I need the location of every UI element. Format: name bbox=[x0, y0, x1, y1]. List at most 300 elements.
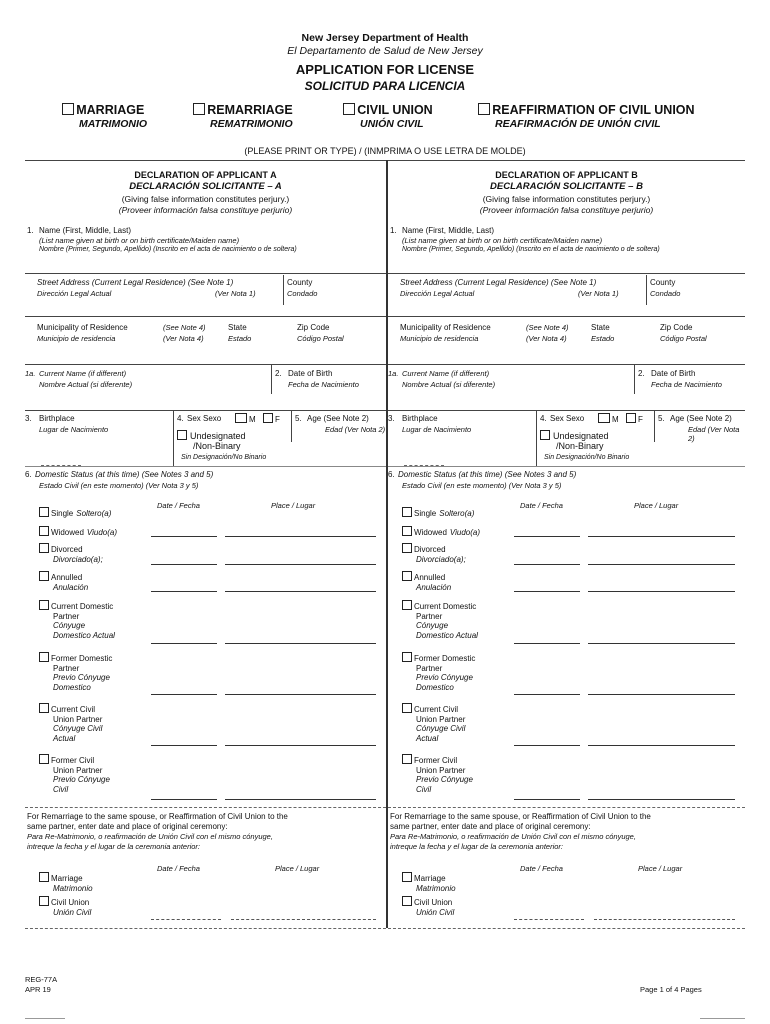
age-label-spanish: Edad (Ver Nota 2) bbox=[325, 425, 386, 434]
status-date-input[interactable] bbox=[151, 632, 217, 644]
form-title-spanish: SOLICITUD PARA LICENCIA bbox=[304, 79, 466, 93]
status-label: Widowed bbox=[51, 528, 84, 537]
status-option[interactable] bbox=[39, 526, 149, 538]
status-label-spanish: Previo Cónyuge bbox=[53, 775, 110, 785]
perjury-warning-spanish: (Proveer información falsa constituye perjurio) bbox=[118, 205, 293, 215]
divider bbox=[388, 273, 745, 274]
status-checkbox[interactable] bbox=[402, 507, 412, 517]
sex-female-option[interactable] bbox=[626, 413, 643, 425]
state-label-spanish: Estado bbox=[591, 334, 615, 343]
nonbinary-label: /Non-Binary bbox=[556, 441, 604, 451]
sex-female-label: F bbox=[638, 415, 643, 424]
status-checkbox[interactable] bbox=[39, 600, 49, 610]
status-option[interactable] bbox=[39, 652, 149, 692]
sex-undesignated-checkbox[interactable] bbox=[177, 430, 187, 440]
status-place-input[interactable] bbox=[225, 734, 376, 746]
domestic-status-label-spanish: Estado Civil (en este momento) (Ver Nota 3 y 5) bbox=[39, 481, 199, 490]
status-label-spanish: Cónyuge Civil bbox=[416, 724, 466, 734]
original-civil-union-checkbox[interactable] bbox=[39, 896, 49, 906]
street-input[interactable] bbox=[400, 300, 640, 314]
status-label: Partner bbox=[416, 611, 443, 621]
divider bbox=[25, 466, 386, 467]
status-option[interactable] bbox=[39, 600, 149, 640]
status-date-input[interactable] bbox=[514, 683, 580, 695]
status-checkbox[interactable] bbox=[402, 571, 412, 581]
status-place-input[interactable] bbox=[588, 788, 735, 800]
divider bbox=[25, 928, 386, 929]
status-place-input[interactable] bbox=[588, 553, 735, 565]
divider bbox=[536, 410, 537, 466]
sex-label: Sex Sexo bbox=[550, 414, 585, 423]
original-marriage-label: Marriage bbox=[414, 874, 446, 883]
footer-rule-left bbox=[25, 1018, 65, 1019]
status-checkbox[interactable] bbox=[39, 571, 49, 581]
status-label-spanish: Cónyuge bbox=[53, 621, 86, 631]
print-instruction: (PLEASE PRINT OR TYPE) / (INMPRIMA O USE LETRA DE MOLDE) bbox=[244, 146, 526, 156]
municipality-note-spanish: (Ver Nota 4) bbox=[163, 334, 204, 343]
applicant-title-spanish: DECLARACIÓN SOLICITANTE – A bbox=[129, 181, 282, 192]
status-option[interactable] bbox=[39, 703, 149, 743]
zip-label: Zip Code bbox=[660, 323, 693, 332]
status-option-row bbox=[402, 600, 512, 612]
original-civil-union-label-spanish: Unión Civil bbox=[416, 907, 455, 917]
zip-label-spanish: Código Postal bbox=[660, 334, 707, 343]
county-label: County bbox=[650, 278, 676, 287]
divider bbox=[646, 275, 647, 305]
divider bbox=[173, 410, 174, 466]
original-marriage-row bbox=[402, 872, 456, 884]
status-date-input[interactable] bbox=[514, 734, 580, 746]
remarriage-instruction-spanish: Para Re-Matrimonio, o reafirmación de Unión Civil con el mismo cónyuge, bbox=[27, 832, 273, 841]
status-date-input[interactable] bbox=[514, 580, 580, 592]
sex-male-option[interactable] bbox=[235, 413, 256, 425]
status-label: Former Civil bbox=[414, 756, 458, 765]
street-input[interactable] bbox=[37, 300, 277, 314]
municipality-label: Municipality of Residence bbox=[37, 323, 128, 332]
status-place-input[interactable] bbox=[588, 734, 735, 746]
remarriage-instruction-spanish-2: intreque la fecha y el lugar de la ceremonia anterior: bbox=[390, 842, 564, 851]
status-label: Union Partner bbox=[416, 714, 466, 724]
marriage-label-spanish: MATRIMONIO bbox=[79, 118, 148, 130]
status-label-spanish: Domestico bbox=[416, 682, 454, 692]
current-name-number: 1a. bbox=[388, 369, 399, 378]
remarriage-label: REMARRIAGE bbox=[207, 103, 293, 117]
remarriage-instruction: For Remarriage to the same spouse, or Reaffirmation of Civil Union to the bbox=[390, 812, 651, 821]
state-label: State bbox=[591, 323, 610, 332]
remarriage-place-header: Place / Lugar bbox=[275, 864, 320, 873]
status-place-input[interactable] bbox=[588, 683, 735, 695]
status-label: Divorced bbox=[414, 545, 446, 554]
status-option[interactable] bbox=[402, 703, 512, 743]
status-label: Partner bbox=[53, 663, 80, 673]
status-place-input[interactable] bbox=[588, 632, 735, 644]
status-place-input[interactable] bbox=[225, 580, 376, 592]
date-column-header: Date / Fecha bbox=[157, 501, 200, 510]
applicant-title: DECLARATION OF APPLICANT A bbox=[134, 170, 277, 180]
status-label: Former Domestic bbox=[414, 654, 476, 663]
divider bbox=[25, 364, 386, 365]
name-note: (List name given at birth or on birth certificate/Maiden name) bbox=[39, 236, 240, 245]
status-checkbox[interactable] bbox=[402, 703, 412, 713]
status-date-input[interactable] bbox=[514, 525, 580, 537]
status-checkbox[interactable] bbox=[39, 754, 49, 764]
status-label-spanish: Domestico Actual bbox=[416, 630, 478, 640]
status-place-input[interactable] bbox=[225, 525, 376, 537]
license-type-marriage[interactable] bbox=[62, 103, 147, 131]
status-label: Single bbox=[414, 509, 437, 518]
divider bbox=[654, 410, 655, 442]
county-input[interactable] bbox=[650, 300, 739, 314]
name-label: Name (First, Middle, Last) bbox=[402, 226, 495, 235]
status-option[interactable] bbox=[39, 754, 149, 794]
status-label: Partner bbox=[416, 663, 443, 673]
sex-label: Sex Sexo bbox=[187, 414, 222, 423]
divider bbox=[25, 316, 386, 317]
state-label-spanish: Estado bbox=[228, 334, 252, 343]
original-ceremony-date-input[interactable] bbox=[514, 908, 584, 920]
status-checkbox[interactable] bbox=[402, 652, 412, 662]
remarriage-place-header: Place / Lugar bbox=[638, 864, 683, 873]
status-option[interactable] bbox=[402, 600, 512, 640]
undesignated-label: Undesignated bbox=[553, 431, 609, 441]
original-ceremony-date-input[interactable] bbox=[151, 908, 221, 920]
status-date-input[interactable] bbox=[514, 788, 580, 800]
reaffirmation-label: REAFFIRMATION OF CIVIL UNION bbox=[492, 103, 695, 117]
domestic-status-label: Domestic Status (at this time) (See Notes 3 and 5) bbox=[398, 470, 577, 479]
status-checkbox[interactable] bbox=[39, 526, 49, 536]
status-date-input[interactable] bbox=[151, 553, 217, 565]
status-label: Divorced bbox=[51, 545, 83, 554]
sex-male-checkbox[interactable] bbox=[235, 413, 247, 423]
current-name-label-spanish: Nombre Actual (si diferente) bbox=[39, 380, 133, 389]
status-checkbox[interactable] bbox=[39, 543, 49, 553]
status-label: Widowed bbox=[414, 528, 447, 537]
status-label: Union Partner bbox=[416, 765, 466, 775]
age-label-spanish: Edad (Ver Nota 2) bbox=[688, 425, 740, 443]
status-checkbox[interactable] bbox=[402, 526, 412, 536]
birthplace-number: 3. bbox=[25, 414, 32, 423]
status-option-row bbox=[402, 543, 512, 555]
applicant-title-spanish: DECLARACIÓN SOLICITANTE – B bbox=[490, 181, 643, 192]
status-checkbox[interactable] bbox=[39, 507, 49, 517]
sex-number: 4. bbox=[540, 414, 547, 423]
status-option-row bbox=[39, 754, 149, 766]
place-column-header: Place / Lugar bbox=[271, 501, 316, 510]
status-date-input[interactable] bbox=[514, 553, 580, 565]
original-civil-union-checkbox[interactable] bbox=[402, 896, 412, 906]
status-option[interactable] bbox=[402, 543, 512, 564]
birthplace-label-spanish: Lugar de Nacimiento bbox=[39, 425, 109, 434]
divider bbox=[291, 410, 292, 442]
street-note-spanish: (Ver Nota 1) bbox=[578, 289, 619, 298]
status-label-spanish: Anulación bbox=[53, 582, 89, 592]
dob-number: 2. bbox=[275, 369, 282, 378]
domestic-status-label: Domestic Status (at this time) (See Notes 3 and 5) bbox=[35, 470, 214, 479]
applicant-title: DECLARATION OF APPLICANT B bbox=[495, 170, 638, 180]
status-label-spanish: Domestico Actual bbox=[53, 630, 115, 640]
perjury-warning: (Giving false information constitutes perjury.) bbox=[482, 194, 651, 204]
status-label-spanish: Previo Cónyuge bbox=[53, 673, 110, 683]
county-label-spanish: Condado bbox=[287, 289, 318, 298]
status-place-input[interactable] bbox=[588, 580, 735, 592]
status-place-input[interactable] bbox=[588, 525, 735, 537]
status-option-row bbox=[402, 507, 512, 519]
footer-rule-right bbox=[700, 1018, 745, 1019]
status-option-row bbox=[39, 571, 149, 583]
original-civil-union-option[interactable] bbox=[39, 896, 91, 917]
date-column-header: Date / Fecha bbox=[520, 501, 563, 510]
status-option-row bbox=[402, 526, 512, 538]
status-label-spanish: Viudo(a) bbox=[449, 528, 480, 537]
dob-label: Date of Birth bbox=[651, 369, 696, 378]
divider bbox=[25, 410, 386, 411]
status-date-input[interactable] bbox=[514, 632, 580, 644]
sex-female-label: F bbox=[275, 415, 280, 424]
original-marriage-row bbox=[39, 872, 93, 884]
department-name: New Jersey Department of Health bbox=[301, 32, 469, 44]
sex-male-option[interactable] bbox=[598, 413, 619, 425]
form-id: REG-77A bbox=[25, 975, 58, 984]
municipality-note: (See Note 4) bbox=[526, 323, 569, 332]
form-date: APR 19 bbox=[25, 985, 51, 994]
original-civil-union-row bbox=[39, 896, 91, 908]
reaffirmation-checkbox[interactable] bbox=[478, 103, 490, 115]
divider bbox=[388, 928, 745, 929]
perjury-warning: (Giving false information constitutes perjury.) bbox=[121, 194, 290, 204]
municipality-label-spanish: Municipio de residencia bbox=[400, 334, 479, 343]
nonbinary-label: /Non-Binary bbox=[193, 441, 241, 451]
status-place-input[interactable] bbox=[225, 683, 376, 695]
divider bbox=[388, 466, 745, 467]
remarriage-instruction-spanish: Para Re-Matrimonio, o reafirmación de Unión Civil con el mismo cónyuge, bbox=[390, 832, 636, 841]
name-number: 1. bbox=[27, 226, 34, 235]
original-marriage-checkbox[interactable] bbox=[39, 872, 49, 882]
municipality-label: Municipality of Residence bbox=[400, 323, 491, 332]
divider bbox=[25, 273, 386, 274]
status-checkbox[interactable] bbox=[402, 754, 412, 764]
original-civil-union-label: Civil Union bbox=[414, 898, 453, 907]
status-label: Annulled bbox=[414, 573, 446, 582]
status-label-spanish: Soltero(a) bbox=[439, 509, 475, 518]
place-column-header: Place / Lugar bbox=[634, 501, 679, 510]
civil-union-label-spanish: UNIÓN CIVIL bbox=[360, 118, 424, 130]
status-option-row bbox=[39, 652, 149, 664]
original-civil-union-option[interactable] bbox=[402, 896, 454, 917]
remarriage-instruction-2: same partner, enter date and place of original ceremony: bbox=[27, 822, 228, 831]
municipality-note: (See Note 4) bbox=[163, 323, 206, 332]
name-note: (List name given at birth or on birth certificate/Maiden name) bbox=[402, 236, 603, 245]
status-label-spanish: Domestico bbox=[53, 682, 91, 692]
age-number: 5. bbox=[658, 414, 665, 423]
status-option[interactable] bbox=[39, 507, 149, 519]
birthplace-label: Birthplace bbox=[39, 414, 75, 423]
sex-male-label: M bbox=[249, 415, 256, 424]
status-checkbox[interactable] bbox=[39, 703, 49, 713]
status-option[interactable] bbox=[402, 754, 512, 794]
age-label: Age (See Note 2) bbox=[670, 414, 732, 423]
sex-female-checkbox[interactable] bbox=[626, 413, 636, 423]
perjury-warning-spanish: (Proveer información falsa constituye perjurio) bbox=[479, 205, 654, 215]
status-label: Current Domestic bbox=[414, 602, 477, 611]
original-ceremony-place-input[interactable] bbox=[231, 908, 376, 920]
divider bbox=[388, 807, 745, 808]
original-marriage-label-spanish: Matrimonio bbox=[53, 883, 93, 893]
marriage-checkbox[interactable] bbox=[62, 103, 74, 115]
name-note-spanish: Nombre (Primer, Segundo, Apellido) (Inscrito en el acta de nacimiento o de soltera) bbox=[402, 246, 660, 253]
street-label: Street Address (Current Legal Residence) (See Note 1) bbox=[37, 278, 234, 287]
zip-label: Zip Code bbox=[297, 323, 330, 332]
status-date-input[interactable] bbox=[151, 788, 217, 800]
status-checkbox[interactable] bbox=[402, 543, 412, 553]
current-name-label: Current Name (if different) bbox=[402, 369, 490, 378]
current-name-number: 1a. bbox=[25, 369, 36, 378]
status-label-spanish: Viudo(a) bbox=[86, 528, 117, 537]
status-checkbox[interactable] bbox=[402, 600, 412, 610]
form-title: APPLICATION FOR LICENSE bbox=[295, 62, 475, 77]
divider bbox=[388, 364, 745, 365]
birthplace-label: Birthplace bbox=[402, 414, 438, 423]
status-date-input[interactable] bbox=[151, 683, 217, 695]
county-label: County bbox=[287, 278, 313, 287]
remarriage-date-header: Date / Fecha bbox=[520, 864, 563, 873]
original-marriage-checkbox[interactable] bbox=[402, 872, 412, 882]
status-option[interactable] bbox=[39, 543, 149, 564]
sex-male-label: M bbox=[612, 415, 619, 424]
status-option-row bbox=[39, 526, 149, 538]
original-marriage-option[interactable] bbox=[402, 872, 456, 893]
domestic-status-number: 6. bbox=[388, 470, 395, 479]
nonbinary-label-spanish: Sin Designación/No Binario bbox=[544, 454, 630, 461]
current-name-label-spanish: Nombre Actual (si diferente) bbox=[402, 380, 496, 389]
remarriage-instruction-spanish-2: intreque la fecha y el lugar de la ceremonia anterior: bbox=[27, 842, 201, 851]
status-option[interactable] bbox=[39, 571, 149, 592]
domestic-status-number: 6. bbox=[25, 470, 32, 479]
county-label-spanish: Condado bbox=[650, 289, 681, 298]
license-type-remarriage[interactable] bbox=[193, 103, 293, 131]
street-label-spanish: Dirección Legal Actual bbox=[37, 289, 112, 298]
status-option-row bbox=[402, 754, 512, 766]
status-label-spanish: Previo Cónyuge bbox=[416, 673, 473, 683]
status-place-input[interactable] bbox=[225, 632, 376, 644]
divider bbox=[25, 807, 386, 808]
status-label: Current Civil bbox=[51, 705, 96, 714]
zip-label-spanish: Código Postal bbox=[297, 334, 344, 343]
county-input[interactable] bbox=[287, 300, 380, 314]
status-date-input[interactable] bbox=[151, 580, 217, 592]
sex-female-checkbox[interactable] bbox=[263, 413, 273, 423]
applicant-a-section bbox=[25, 160, 386, 930]
status-option-row bbox=[39, 543, 149, 555]
dob-label-spanish: Fecha de Nacimiento bbox=[651, 380, 722, 389]
license-type-reaffirmation[interactable] bbox=[478, 103, 695, 131]
undesignated-label: Undesignated bbox=[190, 431, 246, 441]
divider bbox=[388, 410, 745, 411]
status-place-input[interactable] bbox=[225, 553, 376, 565]
license-type-civil-union[interactable] bbox=[343, 103, 433, 131]
domestic-status-label-spanish: Estado Civil (en este momento) (Ver Nota 3 y 5) bbox=[402, 481, 562, 490]
sex-female-option[interactable] bbox=[263, 413, 280, 425]
status-label: Current Domestic bbox=[51, 602, 114, 611]
status-label: Former Domestic bbox=[51, 654, 113, 663]
status-option[interactable] bbox=[402, 526, 512, 538]
dob-label: Date of Birth bbox=[288, 369, 333, 378]
dob-number: 2. bbox=[638, 369, 645, 378]
remarriage-instruction: For Remarriage to the same spouse, or Reaffirmation of Civil Union to the bbox=[27, 812, 288, 821]
status-label: Former Civil bbox=[51, 756, 95, 765]
status-label-spanish: Soltero(a) bbox=[76, 509, 112, 518]
sex-undesignated-checkbox[interactable] bbox=[540, 430, 550, 440]
birthplace-number: 3. bbox=[388, 414, 395, 423]
status-option[interactable] bbox=[402, 571, 512, 592]
civil-union-label: CIVIL UNION bbox=[357, 103, 433, 117]
street-label: Street Address (Current Legal Residence) (See Note 1) bbox=[400, 278, 597, 287]
divider bbox=[271, 364, 272, 394]
status-date-input[interactable] bbox=[151, 734, 217, 746]
original-marriage-option[interactable] bbox=[39, 872, 93, 893]
original-ceremony-place-input[interactable] bbox=[594, 908, 735, 920]
status-label-spanish: Actual bbox=[53, 733, 76, 743]
status-label: Annulled bbox=[51, 573, 83, 582]
remarriage-instruction-2: same partner, enter date and place of original ceremony: bbox=[390, 822, 591, 831]
status-label: Partner bbox=[53, 611, 80, 621]
status-checkbox[interactable] bbox=[39, 652, 49, 662]
remarriage-label-spanish: REMATRIMONIO bbox=[210, 118, 293, 130]
street-note-spanish: (Ver Nota 1) bbox=[215, 289, 256, 298]
applicant-b-section bbox=[388, 160, 745, 930]
reaffirmation-label-spanish: REAFIRMACIÓN DE UNIÓN CIVIL bbox=[495, 118, 661, 130]
status-option-row bbox=[39, 703, 149, 715]
street-label-spanish: Dirección Legal Actual bbox=[400, 289, 475, 298]
status-label-spanish: Actual bbox=[416, 733, 439, 743]
remarriage-checkbox[interactable] bbox=[193, 103, 205, 115]
status-label-spanish: Divorciado(a); bbox=[416, 554, 466, 564]
status-option-row bbox=[39, 507, 149, 519]
divider bbox=[388, 316, 745, 317]
page-number: Page 1 of 4 Pages bbox=[640, 985, 702, 994]
original-marriage-label: Marriage bbox=[51, 874, 83, 883]
status-place-input[interactable] bbox=[225, 788, 376, 800]
status-label-spanish: Previo Cónyuge bbox=[416, 775, 473, 785]
municipality-note-spanish: (Ver Nota 4) bbox=[526, 334, 567, 343]
civil-union-checkbox[interactable] bbox=[343, 103, 355, 115]
status-option[interactable] bbox=[402, 652, 512, 692]
name-number: 1. bbox=[390, 226, 397, 235]
original-civil-union-row bbox=[402, 896, 454, 908]
status-option[interactable] bbox=[402, 507, 512, 519]
sex-male-checkbox[interactable] bbox=[598, 413, 610, 423]
status-label-spanish: Divorciado(a); bbox=[53, 554, 103, 564]
original-civil-union-label-spanish: Unión Civil bbox=[53, 907, 92, 917]
original-civil-union-label: Civil Union bbox=[51, 898, 90, 907]
status-date-input[interactable] bbox=[151, 525, 217, 537]
remarriage-date-header: Date / Fecha bbox=[157, 864, 200, 873]
municipality-label-spanish: Municipio de residencia bbox=[37, 334, 116, 343]
status-label-spanish: Cónyuge bbox=[416, 621, 449, 631]
status-option-row bbox=[402, 571, 512, 583]
status-label: Single bbox=[51, 509, 74, 518]
status-label: Current Civil bbox=[414, 705, 459, 714]
status-label-spanish: Cónyuge Civil bbox=[53, 724, 103, 734]
status-option-row bbox=[402, 703, 512, 715]
original-marriage-label-spanish: Matrimonio bbox=[416, 883, 456, 893]
department-name-spanish: El Departamento de Salud de New Jersey bbox=[287, 45, 483, 57]
status-option-row bbox=[402, 652, 512, 664]
sex-number: 4. bbox=[177, 414, 184, 423]
age-label: Age (See Note 2) bbox=[307, 414, 369, 423]
status-label-spanish: Civil bbox=[53, 784, 69, 794]
name-note-spanish: Nombre (Primer, Segundo, Apellido) (Inscrito en el acta de nacimiento o de soltera) bbox=[39, 246, 297, 253]
state-label: State bbox=[228, 323, 247, 332]
